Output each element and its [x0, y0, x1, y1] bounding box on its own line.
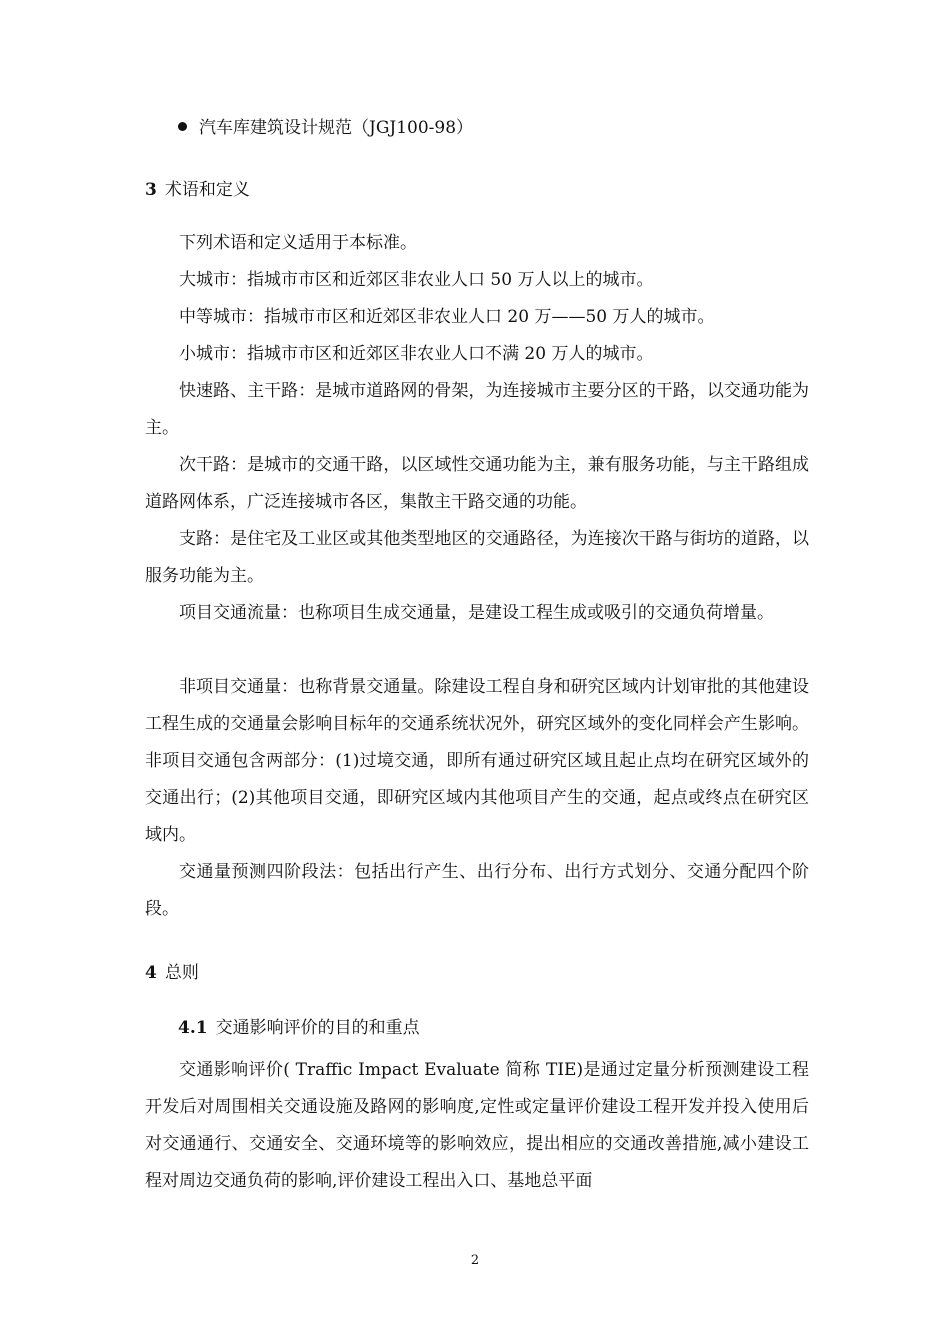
reference-list-item	[178, 116, 473, 140]
paragraph-terms-intro: 下列术语和定义适用于本标准。	[179, 233, 417, 253]
section-3-title: 术语和定义	[164, 180, 250, 200]
section-4-1-title: 交通影响评价的目的和重点	[215, 1018, 420, 1038]
paragraph-large-city: 大城市：指城市市区和近郊区非农业人口 50 万人以上的城市。	[179, 270, 654, 290]
section-3-heading	[145, 178, 250, 202]
paragraph-expressway: 快速路、主干路：是城市道路网的骨架，为连接城市主要分区的干路，以交通功能为主。	[145, 381, 809, 438]
reference-text: 汽车库建筑设计规范（JGJ100-98）	[199, 118, 474, 138]
bullet-icon	[178, 122, 187, 131]
paragraph-small-city: 小城市：指城市市区和近郊区非农业人口不满 20 万人的城市。	[179, 344, 654, 364]
paragraph-secondary-road: 次干路：是城市的交通干路，以区域性交通功能为主，兼有服务功能，与主干路组成道路网体系，广泛连接城市各区，集散主干路交通的功能。	[145, 455, 809, 512]
section-4-heading	[145, 961, 199, 985]
section-4-1-number: 4.1	[178, 1018, 208, 1038]
paragraph-branch-road: 支路：是住宅及工业区或其他类型地区的交通路径，为连接次干路与街坊的道路，以服务功能为主。	[145, 529, 809, 586]
paragraph-tie-definition: 交通影响评价( Traffic Impact Evaluate 简称 TIE)是通过定量分析预测建设工程开发后对周围相关交通设施及路网的影响度,定性或定量评价建设工程开发并投入使用后对交通通行、交通安全、交通环境等的影响效应，提出相应的交通改善措施,减小建设工程对周边交通负荷的影响,评价建设工程出入口、基地总平面	[145, 1060, 809, 1191]
paragraph-project-traffic: 项目交通流量：也称项目生成交通量，是建设工程生成或吸引的交通负荷增量。	[179, 603, 774, 623]
paragraph-four-step-method: 交通量预测四阶段法：包括出行产生、出行分布、出行方式划分、交通分配四个阶段。	[145, 862, 809, 919]
page-number: 2	[470, 1253, 480, 1268]
section-4-1-heading	[178, 1016, 420, 1040]
paragraph-non-project-traffic: 非项目交通量：也称背景交通量。除建设工程自身和研究区域内计划审批的其他建设工程生成的交通量会影响目标年的交通系统状况外，研究区域外的变化同样会产生影响。非项目交通包含两部分：(1)过境交通，即所有通过研究区域且起止点均在研究区域外的交通出行；(2)其他项目交通，即研究区域内其他项目产生的交通，起点或终点在研究区域内。	[145, 677, 809, 845]
section-4-title: 总则	[164, 963, 199, 983]
section-4-number: 4	[145, 963, 157, 983]
section-3-number: 3	[145, 180, 157, 200]
paragraph-medium-city: 中等城市：指城市市区和近郊区非农业人口 20 万——50 万人的城市。	[179, 307, 715, 327]
